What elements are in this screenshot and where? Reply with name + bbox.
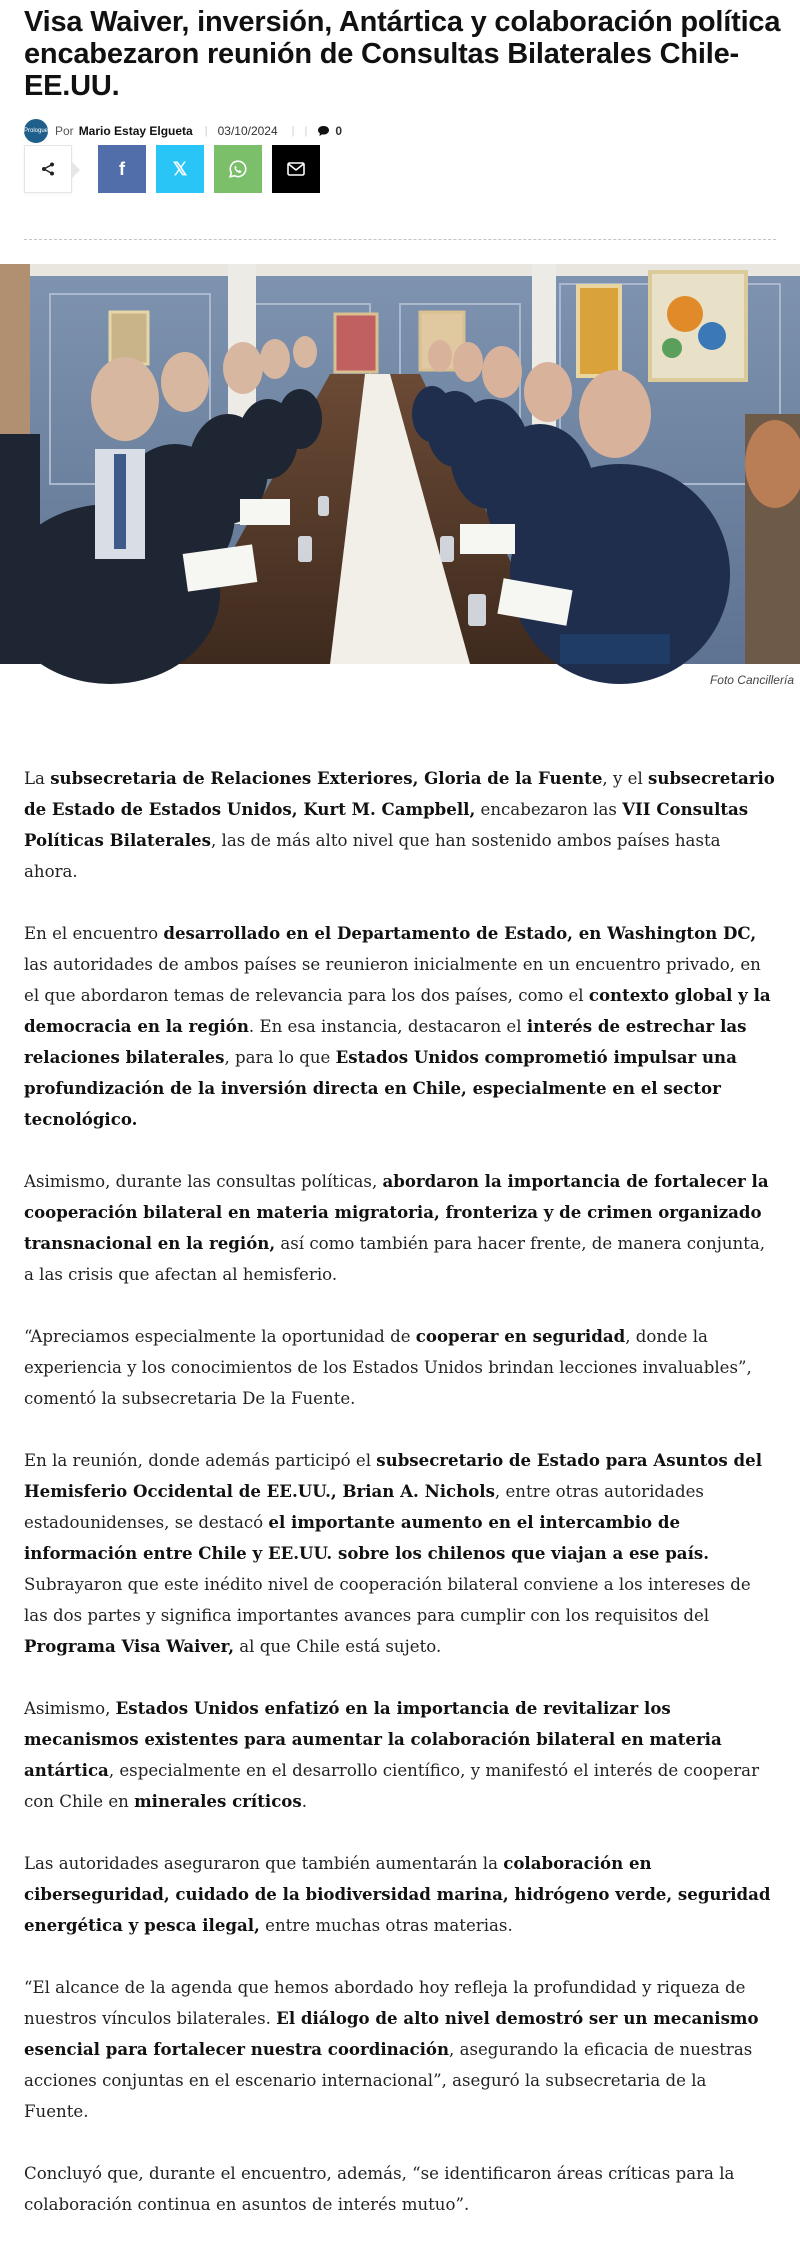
paragraph-text: Subrayaron que este inédito nivel de cooperación bilateral conviene a los intereses de las dos partes y significa importantes avances para cumplir con los requisitos del — [24, 1575, 751, 1625]
whatsapp-icon — [228, 159, 248, 179]
twitter-share-button[interactable] — [156, 145, 204, 193]
article-paragraph — [24, 1445, 776, 1662]
author-name-link[interactable]: Mario Estay Elgueta — [78, 124, 193, 138]
paragraph-text: al que Chile está sujeto. — [234, 1637, 442, 1656]
meta-separator: | — [204, 125, 208, 137]
bold-text: colaboración en ciberseguridad, cuidado de la biodiversidad marina, hidrógeno verde, seguridad energética y pesca ilegal, — [24, 1853, 771, 1935]
bold-text: cooperar en seguridad — [415, 1326, 626, 1346]
header-divider — [24, 239, 776, 240]
publish-date: 03/10/2024 — [217, 124, 278, 138]
paragraph-text: , asegurando la eficacia de nuestras acciones conjuntas en el escenario internacional”, aseguró la subsecretaria de la Fuente. — [24, 2040, 753, 2121]
paragraph-text: En el encuentro — [24, 924, 164, 943]
paragraph-text: . — [301, 1792, 307, 1811]
paragraph-text: “Apreciamos especialmente la oportunidad de — [24, 1327, 416, 1346]
paragraph-text: En la reunión, donde además participó el — [24, 1451, 377, 1470]
article-paragraph — [24, 1166, 776, 1290]
photo-caption: Foto Cancillería — [709, 673, 794, 687]
paragraph-text: , las de más alto nivel que han sostenido ambos países hasta ahora. — [24, 831, 721, 881]
paragraph-text: , donde la experiencia y los conocimientos de los Estados Unidos brindan lecciones invaluables”, comentó la subsecretaria De la Fuente. — [24, 1327, 752, 1408]
bold-text: el importante aumento en el intercambio de información entre Chile y EE.UU. sobre los chilenos que viajan a ese país. — [24, 1512, 709, 1563]
bold-text: desarrollado en el Departamento de Estado, en Washington DC, — [163, 923, 757, 943]
paragraph-text: . En esa instancia, destacaron el — [248, 1017, 527, 1036]
article-body — [24, 763, 776, 2251]
bold-text: minerales críticos — [134, 1791, 302, 1811]
paragraph-text: encabezaron las — [475, 800, 623, 819]
x-twitter-icon: 𝕏 — [172, 158, 188, 179]
facebook-share-button[interactable] — [98, 145, 146, 193]
author-avatar[interactable]: Prologue — [24, 119, 48, 143]
share-bar — [24, 145, 330, 193]
email-share-button[interactable] — [272, 145, 320, 193]
paragraph-text: , para lo que — [224, 1048, 336, 1067]
bold-text: Programa Visa Waiver, — [24, 1636, 234, 1656]
facebook-icon: f — [119, 158, 125, 179]
bold-text: contexto global y la democracia en la región — [24, 985, 771, 1036]
article-paragraph — [24, 1848, 776, 1941]
article-paragraph — [24, 763, 776, 887]
paragraph-text: Las autoridades aseguraron que también aumentarán la — [24, 1854, 504, 1873]
article-paragraph — [24, 918, 776, 1135]
paragraph-text: Asimismo, durante las consultas políticas, — [24, 1172, 383, 1191]
meta-separator: | — [291, 125, 295, 137]
article-paragraph — [24, 1321, 776, 1414]
paragraph-text: Concluyó que, durante el encuentro, además, “se identificaron áreas críticas para la colaboración continua en asuntos de interés mutuo”. — [24, 2164, 735, 2214]
share-button[interactable] — [24, 145, 72, 193]
whatsapp-share-button[interactable] — [214, 145, 262, 193]
paragraph-text: La — [24, 769, 51, 788]
paragraph-text: entre muchas otras materias. — [259, 1916, 513, 1935]
paragraph-text: , especialmente en el desarrollo científico, y manifestó el interés de cooperar con Chile en — [24, 1761, 759, 1811]
paragraph-text: , entre otras autoridades estadounidenses, se destacó — [24, 1482, 704, 1532]
comment-count[interactable]: 0 — [335, 124, 343, 138]
bold-text: subsecretario de Estado de Estados Unidos, Kurt M. Campbell, — [24, 768, 775, 819]
email-icon — [287, 162, 305, 176]
article-photo — [0, 264, 800, 664]
article-paragraph — [24, 1972, 776, 2127]
bold-text: interés de estrechar las relaciones bilaterales — [24, 1016, 747, 1067]
bold-text: subsecretario de Estado para Asuntos del Hemisferio Occidental de EE.UU., Brian A. Nichols — [24, 1450, 762, 1501]
paragraph-text: así como también para hacer frente, de manera conjunta, a las crisis que afectan al hemisferio. — [24, 1234, 766, 1284]
paragraph-text: las autoridades de ambos países se reunieron inicialmente en un encuentro privado, en el que abordaron temas de relevancia para los dos países, como el — [24, 955, 761, 1005]
bold-text: El diálogo de alto nivel demostró ser un mecanismo esencial para fortalecer nuestra coordinación — [24, 2008, 759, 2059]
bold-text: Estados Unidos enfatizó en la importancia de revitalizar los mecanismos existentes para aumentar la colaboración bilateral en materia antártica — [24, 1698, 722, 1780]
meta-separator: | — [304, 125, 308, 137]
paragraph-text: “El alcance de la agenda que hemos abordado hoy refleja la profundidad y riqueza de nuestros vínculos bilaterales. — [24, 1978, 746, 2028]
share-icon — [40, 161, 56, 177]
by-label: Por — [55, 124, 74, 138]
paragraph-text: Asimismo, — [24, 1699, 116, 1718]
comment-icon[interactable] — [317, 125, 330, 137]
bold-text: Estados Unidos comprometió impulsar una profundización de la inversión directa en Chile, especialmente en el sector tecnológico. — [24, 1047, 737, 1129]
article-paragraph — [24, 2158, 776, 2220]
bold-text: subsecretaria de Relaciones Exteriores, Gloria de la Fuente — [50, 768, 603, 788]
bold-text: VII Consultas Políticas Bilaterales — [24, 799, 749, 850]
article-meta — [24, 118, 784, 144]
bold-text: abordaron la importancia de fortalecer la cooperación bilateral en materia migratoria, fronteriza y de crimen organizado transnacional en la región, — [24, 1171, 769, 1253]
paragraph-text: , y el — [602, 769, 649, 788]
article-title: Visa Waiver, inversión, Antártica y colaboración política encabezaron reunión de Consultas Bilaterales Chile-EE.UU. — [24, 6, 781, 102]
article-paragraph — [24, 1693, 776, 1817]
